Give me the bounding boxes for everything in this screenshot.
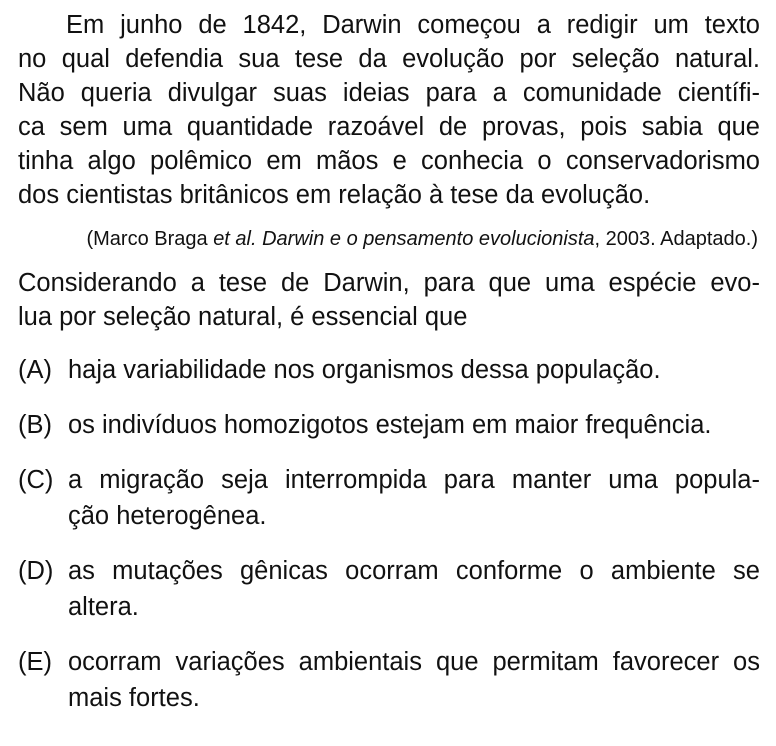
option-line: a migração seja interrompida para manter uma popula- [68, 466, 760, 494]
option-text [68, 553, 760, 625]
passage-line: Em junho de 1842, Darwin começou a redigir um texto [66, 11, 760, 39]
option-text [68, 352, 760, 388]
source-citation [18, 226, 758, 252]
answer-options [18, 352, 760, 716]
question-line: Considerando a tese de Darwin, para que uma espécie evo- [18, 269, 760, 297]
option-letter: (E) [18, 648, 52, 676]
question-stem [18, 266, 760, 334]
citation-book-title: Darwin e o pensamento evolucionista [262, 228, 595, 250]
option-a[interactable] [18, 352, 760, 388]
option-c[interactable] [18, 462, 760, 534]
passage-line: tinha algo polêmico em mãos e conhecia o conservadorismo [18, 147, 760, 175]
option-d[interactable] [18, 553, 760, 625]
option-text [68, 407, 760, 443]
option-line: ocorram variações ambientais que permitam favorecer os [68, 648, 760, 676]
option-line: mais fortes. [68, 684, 200, 712]
citation-close: , 2003. Adaptado.) [594, 228, 758, 250]
option-b[interactable] [18, 407, 760, 443]
option-letter: (B) [18, 411, 52, 439]
option-text [68, 462, 760, 534]
option-text [68, 644, 760, 716]
passage-line: no qual defendia sua tese da evolução por seleção natural. [18, 45, 760, 73]
option-line: altera. [68, 593, 139, 621]
citation-etal: et al. [213, 228, 257, 250]
option-line: haja variabilidade nos organismos dessa população. [68, 356, 661, 384]
option-letter: (D) [18, 557, 54, 585]
passage-text [18, 8, 760, 212]
option-line: ção heterogênea. [68, 502, 267, 530]
question-line: lua por seleção natural, é essencial que [18, 303, 468, 331]
option-e[interactable] [18, 644, 760, 716]
option-line: as mutações gênicas ocorram conforme o ambiente se [68, 557, 760, 585]
option-line: os indivíduos homozigotos estejam em maior frequência. [68, 411, 712, 439]
citation-open: (Marco Braga [86, 228, 214, 250]
passage-line: dos cientistas britânicos em relação à tese da evolução. [18, 181, 651, 209]
option-letter: (C) [18, 466, 54, 494]
option-letter: (A) [18, 356, 52, 384]
passage-line: ca sem uma quantidade razoável de provas, pois sabia que [18, 113, 760, 141]
passage-line: Não queria divulgar suas ideias para a comunidade científi- [18, 79, 760, 107]
